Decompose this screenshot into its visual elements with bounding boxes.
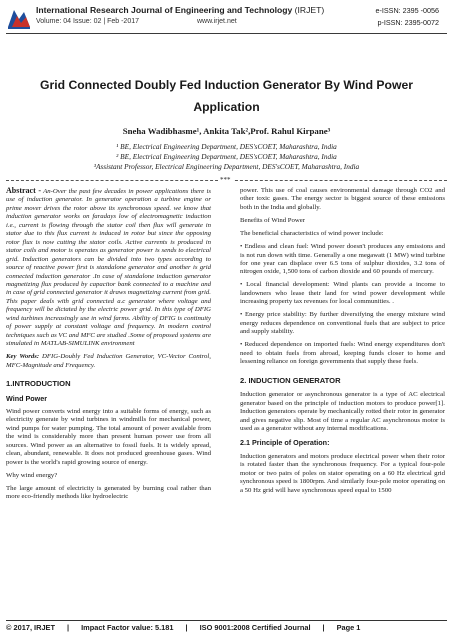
irjet-logo-icon [6, 6, 32, 30]
page-footer [6, 623, 447, 632]
abstract-paragraph [6, 187, 211, 349]
footer-separator: | [185, 623, 188, 632]
journal-website-link[interactable]: www.irjet.net [197, 18, 237, 25]
footer-separator: | [67, 623, 70, 632]
paper-title-line2: Application [193, 100, 260, 114]
section-heading-induction-generator: 2. INDUCTION GENERATOR [240, 375, 341, 385]
left-column [6, 187, 211, 506]
benefit-item: • Reduced dependence on imported fuels: Wind energy expenditures don't need to obtain fuels from abroad, keeping funds closer to home and lessening reliance on foreign governments that supply these fuels. [240, 341, 445, 366]
keywords-paragraph [6, 353, 211, 370]
footer-iso: ISO 9001:2008 Certified Journal [199, 623, 311, 632]
paragraph-induction-generator: Induction generator or asynchronous generator is a type of AC electrical generator based on the principle of induction motors to produce power[1]. Induction generators operate by mechanically rotted their rotor in generator and gives negative slip. Most of time a regular AC asynchronous motor is used as a generator without any internal modifications. [240, 391, 445, 432]
abstract-label: Abstract - [6, 186, 42, 195]
benefits-heading: Benefits of Wind Power [240, 216, 306, 224]
subheading-wind-power: Wind Power [6, 393, 48, 403]
author-list: Sneha Wadibhasme¹, Ankita Tak²,Prof. Rahul Kirpane³ [122, 126, 331, 136]
paragraph-wind-power: Wind power converts wind energy into a suitable forms of energy, such as electricity generate by wind turbines in windmills for mechanical power, wind pumps for water pumping. The total amount of power available from the wind is considerably more than present human power use from all sources. Wind power as an alternative to fossil fuels. It is widely spread, clean, abundant, renewable. It does not produced greenhouse gases. Wind power is the world's rapid growing source of energy. [6, 408, 211, 466]
journal-header [0, 0, 453, 56]
p-issn: p-ISSN: 2395-0072 [377, 18, 439, 27]
affiliation-1: ¹ BE, Electrical Engineering Department, DES'sCOET, Maharashtra, India [116, 142, 337, 151]
header-divider [6, 33, 447, 34]
benefit-item: • Local financial development: Wind plants can provide a income to landowners who lease their land for wind power development while increasing property tax revenues for local communities. . [240, 281, 445, 306]
paragraph-why-wind: Why wind energy? [6, 471, 58, 479]
keywords-label: Key Words: [6, 353, 40, 361]
section-heading-introduction: 1.INTRODUCTION [6, 379, 71, 389]
journal-name: International Research Journal of Engineering and Technology (IRJET) [36, 5, 325, 15]
paragraph-large-amount: The large amount of electricity is generated by burning coal rather than more eco-friendly methods like hydroelectric [6, 484, 211, 501]
affiliation-3: ³Assistant Professor, Electrical Engineering Department, DES'sCOET, Maharashtra, India [93, 162, 360, 171]
affiliation-2: ² BE, Electrical Engineering Department, DES'sCOET, Maharashtra, India [116, 152, 337, 161]
paper-title-line1: Grid Connected Doubly Fed Induction Generator By Wind Power [40, 78, 413, 92]
e-issn: e-ISSN: 2395 -0056 [375, 6, 439, 15]
benefits-intro: The beneficial characteristics of wind power include: [240, 230, 384, 237]
footer-copyright: © 2017, IRJET [6, 623, 55, 632]
separator-mark: *** [220, 176, 231, 184]
footer-page-number: Page 1 [336, 623, 361, 632]
paragraph-coal-power: power. This use of coal causes environmental damage through CO2 and other toxic gases. The energy sector is biggest source of these emissions both in the India and globally. [240, 187, 445, 211]
keywords-text: DFIG-Doubly Fed Induction Generator, VC-Vector Control, MFC-Magnitude and Frequency. [6, 353, 211, 369]
right-column [240, 187, 445, 500]
benefit-item: • Energy price stability: By further diversifying the energy mixture wind energy reduces dependence on conventional fuels that are subject to price and supply stability. [240, 311, 445, 336]
volume-issue: Volume: 04 Issue: 02 | Feb -2017 [36, 18, 139, 25]
benefit-item: • Endless and clean fuel: Wind power doesn't produces any emissions and is not run down with time. Generally a one megawatt (1 MW) wind turbine for one year can displace over 6.5 tons of sulphur dioxides, 3.2 tons of nitrogen oxide, 1,500 tons of carbon dioxide and 60 pounds of mercury. [240, 243, 445, 276]
footer-divider [6, 620, 447, 621]
paragraph-principle: Induction generators and motors produce electrical power when their rotor is rotated faster than the synchronous frequency. For a typical four-pole motor or two pairs of poles on stator operating on a 60 Hz electrical grid synchronous speed is 1800rpm. And similarly four-pole motor operating on a 50 Hz grid will have synchronous speed equal to 1500 [240, 452, 445, 494]
subheading-principle-operation: 2.1 Principle of Operation: [240, 438, 330, 448]
footer-impact-factor: Impact Factor value: 5.181 [81, 623, 174, 632]
footer-separator: | [322, 623, 325, 632]
abstract-text: An-Over the past few decades in power applications there is use of induction generator. In generator operation a turbine engine or prime mover drives the rotor above its synchronous speed. we know that induction generator works on faradays low of electromagnetic induction i.e., current is flowing through the stator coil then flux will generate in stator due to this flux current is induced in rotor but since the opposing rotor flux is now cutting the stator coils. Active currents is produced in stator coils and motor is operates as generator power is sends to electrical grid. Induction generators can be divided into two types according to source of reactive power first is standalone generator and another is grid connected induction generator .In case of standalone induction generator magnetizing flux produced by capacitor bank connected to a machine and in case of grid connected generator it draws magnetizing current from grid. This paper deals with grid connected a.c generator where voltage and frequency will be dictated by the electric power grid. In this type of DFIG wind turbines increasingly use in wind farms. Ability of DFIG is continuity of power supply at constant voltage and frequency. In modern control techniques such as VC and MFC are studied .Some of proposed systems are simulated in MATLAB-SIMULINK environment [6, 188, 211, 348]
